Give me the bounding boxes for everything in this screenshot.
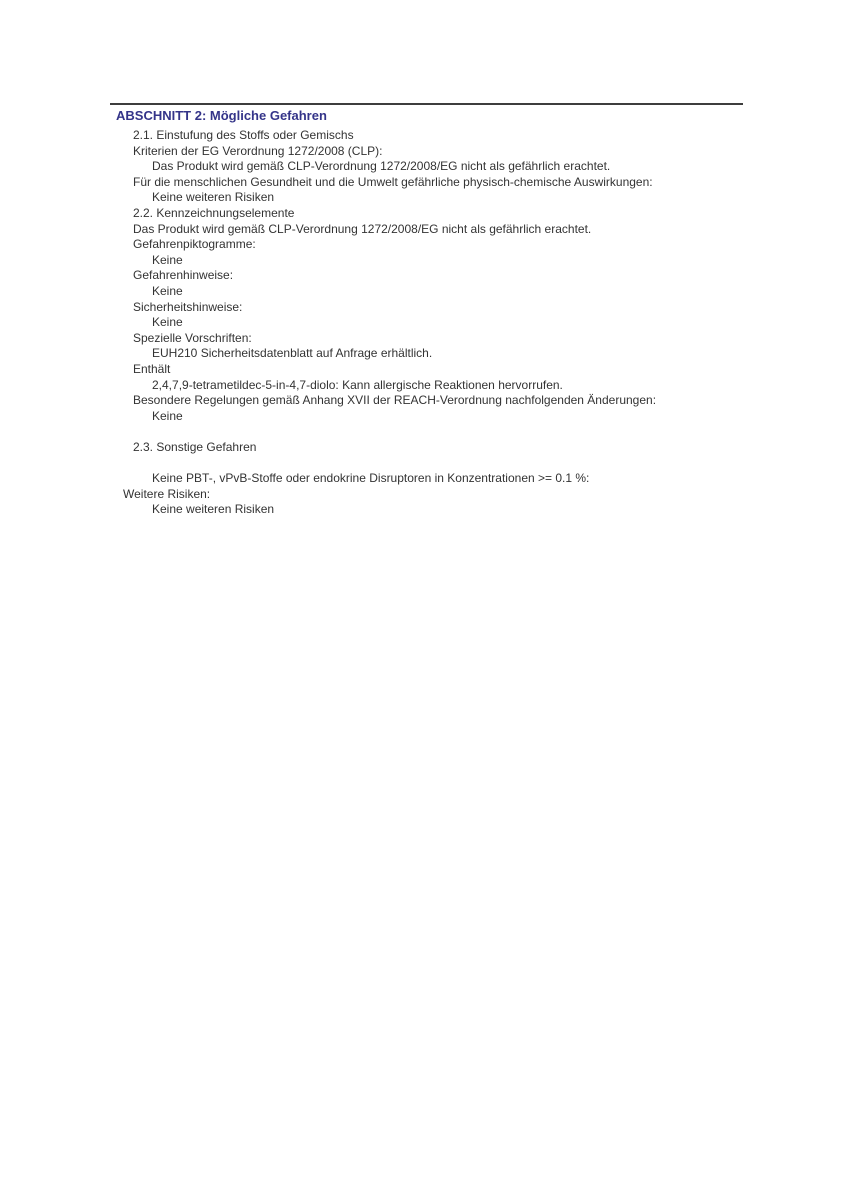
document-line: Keine xyxy=(152,283,183,298)
document-line: EUH210 Sicherheitsdatenblatt auf Anfrage erhältlich. xyxy=(152,346,433,361)
document-line: Für die menschlichen Gesundheit und die Umwelt gefährliche physisch-chemische Auswirkungen: xyxy=(133,174,653,189)
document-line: Keine xyxy=(152,252,183,267)
document-line: Weitere Risiken: xyxy=(123,486,211,501)
document-line: 2.2. Kennzeichnungselemente xyxy=(133,205,295,220)
document-line: Sicherheitshinweise: xyxy=(133,299,243,314)
document-line: Keine PBT-, vPvB-Stoffe oder endokrine Disruptoren in Konzentrationen >= 0.1 %: xyxy=(152,471,590,486)
document-line: Besondere Regelungen gemäß Anhang XVII der REACH-Verordnung nachfolgenden Änderungen: xyxy=(133,393,657,408)
document-line: Spezielle Vorschriften: xyxy=(133,330,252,345)
document-line: Keine weiteren Risiken xyxy=(152,190,275,205)
section-content xyxy=(0,128,849,518)
document-line: 2.3. Sonstige Gefahren xyxy=(133,439,257,454)
document-line: Enthält xyxy=(133,361,171,376)
document-line: Keine weiteren Risiken xyxy=(152,502,275,517)
document-line: Keine xyxy=(152,315,183,330)
document-line: Keine xyxy=(152,408,183,423)
document-line: 2,4,7,9-tetrametildec-5-in-4,7-diolo: Kann allergische Reaktionen hervorrufen. xyxy=(152,377,563,392)
document-line: Das Produkt wird gemäß CLP-Verordnung 1272/2008/EG nicht als gefährlich erachtet. xyxy=(152,159,611,174)
blank-line xyxy=(0,455,849,471)
document-line: Kriterien der EG Verordnung 1272/2008 (CLP): xyxy=(133,143,383,158)
section-divider xyxy=(110,103,743,105)
document-line: 2.1. Einstufung des Stoffs oder Gemischs xyxy=(133,128,354,142)
section-title: ABSCHNITT 2: Mögliche Gefahren xyxy=(116,108,327,123)
blank-line xyxy=(0,424,849,440)
document-line: Gefahrenhinweise: xyxy=(133,268,234,283)
document-line: Das Produkt wird gemäß CLP-Verordnung 1272/2008/EG nicht als gefährlich erachtet. xyxy=(133,221,592,236)
document-line: Gefahrenpiktogramme: xyxy=(133,237,256,252)
